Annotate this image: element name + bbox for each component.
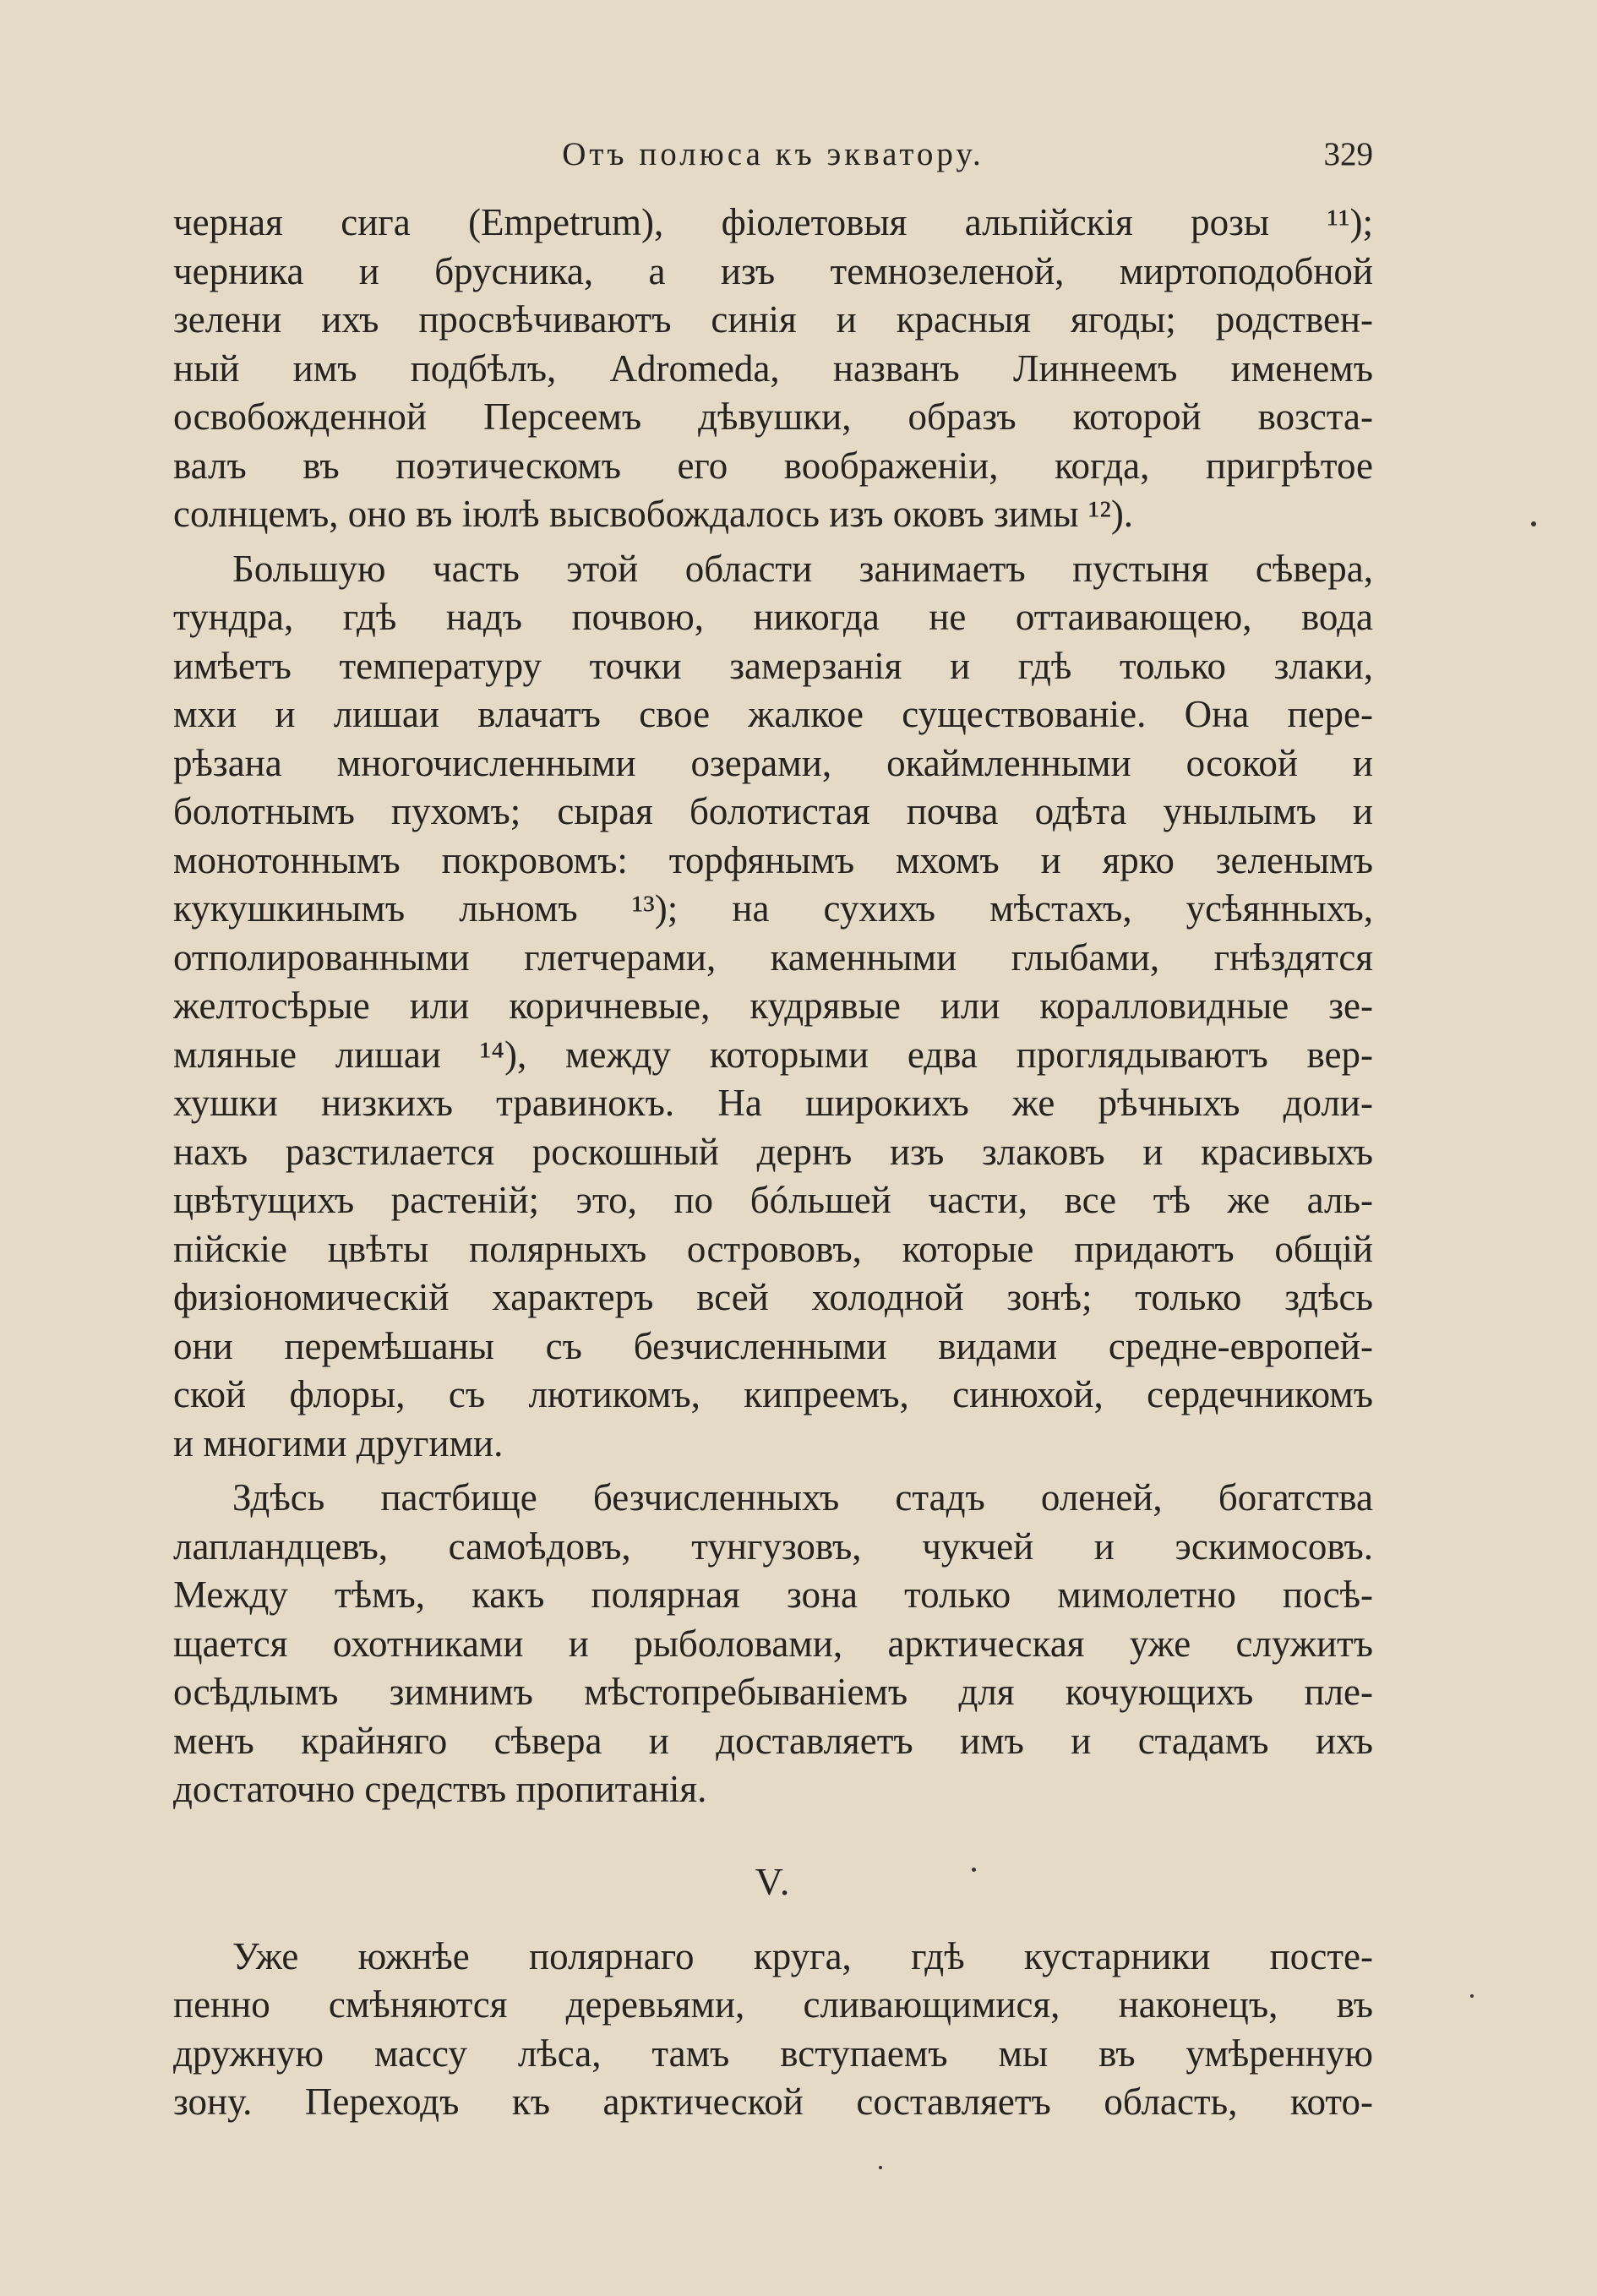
text-line: Уже южнѣе полярнаго круга, гдѣ кустарники посте- <box>232 1934 1373 1977</box>
text-line: желтосѣрые или коричневые, кудрявые или коралловидные зе- <box>173 984 1373 1027</box>
print-speck <box>879 2166 882 2169</box>
text-line: отполированными глетчерами, каменными глыбами, гнѣздятся <box>173 935 1373 979</box>
text-line: кукушкинымъ льномъ ¹³); на сухихъ мѣстахъ, усѣянныхъ, <box>173 887 1373 930</box>
paragraph-2 <box>173 545 1373 1469</box>
text-line: хушки низкихъ травинокъ. На широкихъ же рѣчныхъ доли- <box>173 1082 1373 1124</box>
text-line: зону. Переходъ къ арктической составляетъ область, кото- <box>173 2081 1373 2123</box>
section-heading <box>173 1814 1373 1933</box>
text-line: менъ крайняго сѣвера и доставляетъ имъ и стадамъ ихъ <box>173 1719 1373 1762</box>
text-line: пійскіе цвѣты полярныхъ острововъ, которые придаютъ общій <box>173 1227 1373 1270</box>
text-line: ный имъ подбѣлъ, Adromeda, названъ Линнеемъ именемъ <box>173 346 1373 390</box>
print-speck <box>972 1868 976 1872</box>
page-header <box>173 134 1373 176</box>
text-line: мляные лишаи ¹⁴), между которыми едва проглядываютъ вер- <box>173 1033 1373 1076</box>
text-line: Большую часть этой области занимаетъ пустыня сѣвера, <box>232 547 1373 590</box>
text-line: рѣзана многочисленными озерами, окаймленными осокой и <box>173 741 1373 784</box>
text-line: мхи и лишаи влачатъ свое жалкое существованіе. Она пере- <box>173 693 1373 735</box>
text-line: ской флоры, съ лютикомъ, кипреемъ, синюхой, сердечникомъ <box>173 1373 1373 1415</box>
print-speck <box>1470 1994 1474 1998</box>
text-line: щается охотниками и рыболовами, арктическая уже служитъ <box>173 1622 1373 1665</box>
paragraph-1 <box>173 199 1373 539</box>
text-line: зелени ихъ просвѣчиваютъ синія и красныя ягоды; родствен- <box>173 298 1373 341</box>
running-title: Отъ полюса къ экватору. <box>562 136 984 172</box>
text-line: Между тѣмъ, какъ полярная зона только мимолетно посѣ- <box>173 1573 1373 1616</box>
text-line: Здѣсь пастбище безчисленныхъ стадъ оленей, богатства <box>232 1476 1373 1519</box>
text-line: дружную массу лѣса, тамъ вступаемъ мы въ умѣренную <box>173 2031 1373 2075</box>
text-line: цвѣтущихъ растеній; это, по бóльшей части, все тѣ же аль- <box>173 1179 1373 1221</box>
text-line: болотнымъ пухомъ; сырая болотистая почва одѣта унылымъ и <box>173 790 1373 832</box>
text-line: черная сига (Empetrum), фіолетовыя альпійскія розы ¹¹); <box>173 201 1373 243</box>
text-line: освобожденной Персеемъ дѣвушки, образъ которой возста- <box>173 395 1373 438</box>
text-line: физіономическій характеръ всей холодной зонѣ; только здѣсь <box>173 1276 1373 1318</box>
text-line: осѣдлымъ зимнимъ мѣстопребываніемъ для кочующихъ пле- <box>173 1671 1373 1713</box>
text-line: достаточно средствъ пропитанія. <box>173 1768 707 1810</box>
section-number: V. <box>755 1859 792 1903</box>
text-line: солнцемъ, оно въ іюлѣ высвобождалось изъ оковъ зимы ¹²). <box>173 493 1134 535</box>
text-line: тундра, гдѣ надъ почвою, никогда не оттаивающею, вода <box>173 596 1373 638</box>
paragraph-3 <box>173 1474 1373 1814</box>
text-line: и многими другими. <box>173 1421 504 1464</box>
text-line: валъ въ поэтическомъ его воображеніи, когда, пригрѣтое <box>173 444 1373 487</box>
text-line: монотоннымъ покровомъ: торфянымъ мхомъ и ярко зеленымъ <box>173 838 1373 881</box>
text-line: черника и брусника, а изъ темнозеленой, миртоподобной <box>173 249 1373 292</box>
page-number: 329 <box>1323 136 1373 172</box>
text-line: имѣетъ температуру точки замерзанія и гдѣ только злаки, <box>173 644 1373 687</box>
text-line: пенно смѣняются деревьями, сливающимися, наконецъ, въ <box>173 1983 1373 2026</box>
text-line: они перемѣшаны съ безчисленными видами средне-европей- <box>173 1324 1373 1367</box>
body-text <box>173 199 1373 2127</box>
text-line: лапландцевъ, самоѣдовъ, тунгузовъ, чукчей и эскимосовъ. <box>173 1524 1373 1568</box>
print-speck <box>1531 521 1536 526</box>
text-line: нахъ разстилается роскошный дернъ изъ злаковъ и красивыхъ <box>173 1130 1373 1173</box>
section-paragraph <box>173 1933 1373 2127</box>
